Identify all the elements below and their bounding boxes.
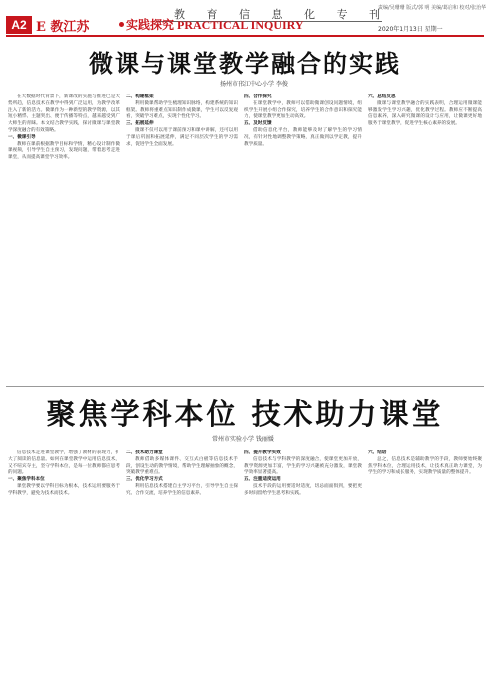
article2-column-2 [126, 450, 238, 682]
article1-column-2 [126, 94, 238, 384]
subheading: 三、优化学习方式 [126, 477, 163, 483]
masthead [6, 2, 487, 36]
paragraph: 信息技术走进课堂教学，增强了教材的表现力，扩大了阅读的信息量。如何在课堂教学中运用信息技术，又不喧宾夺主，坚守学科本位，是每一位教师都应思考的问题。 [8, 450, 120, 476]
subheading: 一、微课引导 [8, 134, 36, 140]
article-title-2: 聚焦学科本位 技术助力课堂 [46, 397, 444, 431]
subheading: 四、合作探究 [244, 94, 272, 99]
article1-column-1 [8, 94, 120, 384]
article2-column-1 [8, 450, 120, 682]
article1-column-3 [244, 94, 362, 384]
paragraph: 总之，信息技术是辅助教学的手段，教师要始终聚焦学科本位，合理运用技术，让技术真正助力课堂，为学生的学习和成长服务，实现教学质量的整体提升。 [368, 456, 482, 476]
subheading: 一、聚焦学科本位 [8, 477, 45, 483]
paragraph: 借助信息化平台，教师能够及时了解学生的学习情况，有针对性地调整教学策略，真正做到以学定教，提升教学质量。 [244, 127, 362, 147]
edition-name: E 教江苏 [36, 20, 90, 35]
column-name: 实践探究 PRACTICAL INQUIRY [126, 18, 304, 32]
subheading: 四、提升教学实效 [244, 450, 281, 455]
section-divider [6, 386, 484, 387]
paragraph: 利用微课帮助学生梳理知识脉络，构建系统的知识框架。教师将重难点知识制作成微课，学生可以反复观看，突破学习难点，实现个性化学习。 [126, 100, 238, 120]
paragraph: 教师在课前根据教学目标和学情，精心设计制作微课视频，引导学生自主预习，发现问题，带着思考走进课堂，从而提高课堂学习效率。 [8, 141, 120, 161]
article-title-1: 微课与课堂教学融合的实践 [89, 49, 401, 78]
page-number: A2 [6, 16, 32, 34]
publication-brand: 教 育 信 息 化 专 刊 [174, 8, 389, 21]
paragraph: 利用信息技术搭建自主学习平台，引导学生自主探究、合作交流，培养学生的信息素养。 [126, 483, 238, 496]
paragraph: 教师借助多媒体课件、交互式白板等信息技术手段，创设生动的教学情境，帮助学生理解抽象的概念，突破教学重难点。 [126, 456, 238, 476]
paragraph: 课堂教学要以学科目标为根本，技术运用要服务于学科教学，避免为技术而技术。 [8, 483, 120, 496]
article-author-2: 常州市实验小学 钱丽媛 [212, 436, 274, 443]
header-rule [6, 35, 484, 37]
issue-date: 2020年1月13日 星期一 [378, 26, 443, 33]
paragraph: 微课与课堂教学融合的实践表明，合理运用微课能够激发学生学习兴趣，优化教学过程。教师应不断提高信息素养，深入研究微课的设计与应用，让微课更好地服务于课堂教学，促进学生核心素养的发展。 [368, 100, 482, 127]
article2-column-3 [244, 450, 362, 682]
article2-column-4 [368, 450, 482, 682]
paragraph: 信息技术与学科教学的深度融合，使课堂更加开放，教学资源更加丰富，学生的学习兴趣被充分激发，课堂教学效率显著提高。 [244, 456, 362, 476]
subheading: 五、注重适度运用 [244, 477, 281, 483]
paragraph: 在大数据时代背景下，新课改的实施与推进已是大势所趋，信息技术在教学中得到广泛运用，为教学改革注入了新的活力。微课作为一种新型的教学资源，以其短小精悍、主题突出、便于传播等特点，越来越受到广大师生的青睐。本文结合教学实践，探讨微课与课堂教学深度融合的有效策略。 [8, 94, 120, 133]
separator-dot-icon [119, 22, 124, 27]
paragraph: 在课堂教学中，教师可以借助微课创设问题情境，组织学生开展小组合作探究，培养学生的合作意识和探究能力，使课堂教学更加生动高效。 [244, 100, 362, 120]
article1-column-4 [368, 94, 482, 384]
subheading: 五、及时反馈 [244, 121, 272, 127]
paragraph: 微课不仅可以用于课前预习和课中讲解，还可以用于课后巩固和拓展延伸，满足不同层次学生的学习需求，促进学生全面发展。 [126, 127, 238, 147]
editor-credits: 责编/吴珊珊 版式/郭 明 美编/葛启和 校对/张治华 [378, 5, 487, 11]
subheading: 二、技术助力课堂 [126, 450, 163, 455]
subheading: 六、结语 [368, 450, 387, 455]
subheading: 二、构建框架 [126, 94, 154, 99]
subheading: 三、拓展延伸 [126, 121, 154, 127]
subheading: 六、总结反思 [368, 94, 396, 99]
article-author-1: 扬州市邗江中心小学 李俊 [220, 81, 288, 88]
paragraph: 技术手段的运用要适时适度，切忌面面俱到，要把更多时间留给学生思考和实践。 [244, 483, 362, 496]
